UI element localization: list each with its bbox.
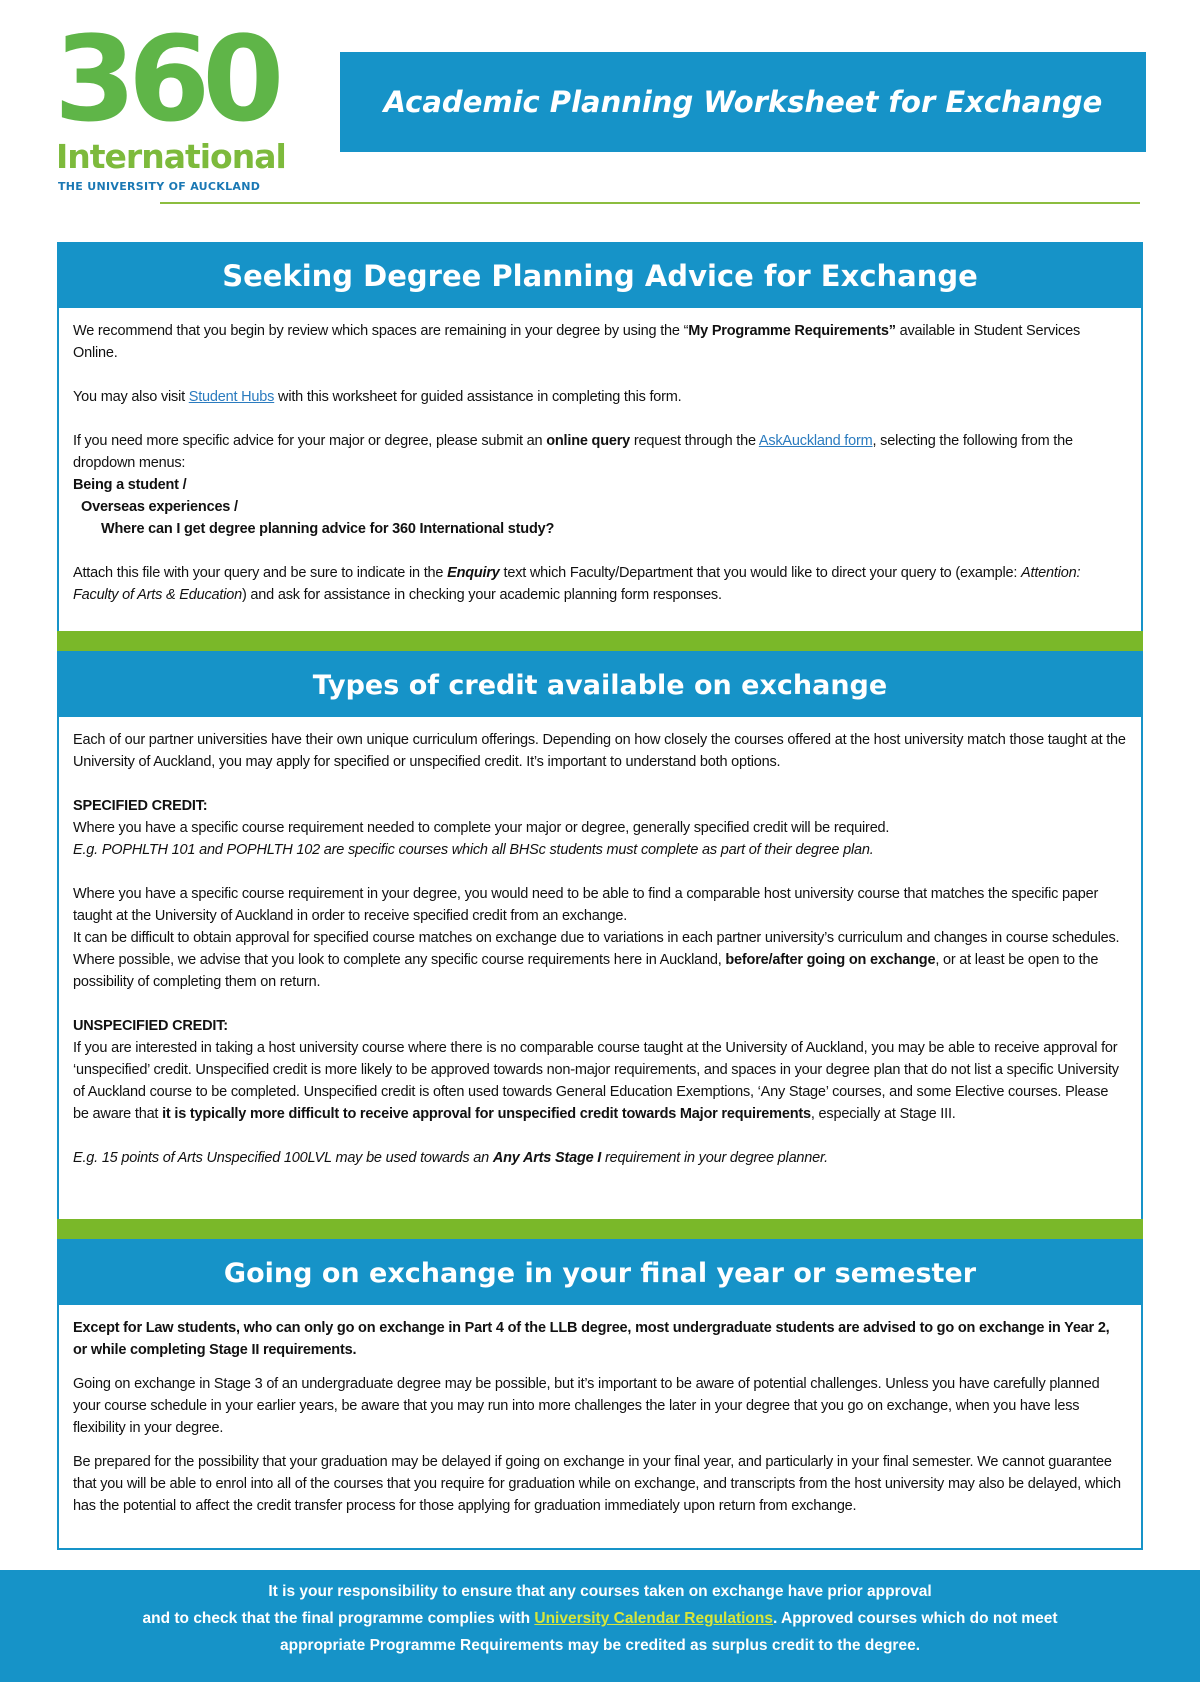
menu-step-1: Being a student / xyxy=(73,477,187,493)
paragraph: Each of our partner universities have their own unique curriculum offerings. Depending on how closely the courses offered at the host university match those taught at the University of Auckland, you may apply for specified or unspecified credit. It’s important to understand both options. xyxy=(73,732,1126,770)
header-divider xyxy=(160,202,1140,204)
paragraph: Where you have a specific course requirement needed to complete your major or degree, generally specified credit will be required. xyxy=(73,820,890,836)
logo-university: THE UNIVERSITY OF AUCKLAND xyxy=(58,180,261,193)
section-body xyxy=(59,1305,1141,1517)
logo-name: International xyxy=(56,137,286,176)
section-final-year xyxy=(57,1239,1143,1550)
paragraph: We recommend that you begin by review which spaces are remaining in your degree by using the “My Programme Requirements” available in Student Services Online. xyxy=(73,323,1081,361)
specified-credit-title: SPECIFIED CREDIT: xyxy=(73,798,208,814)
green-divider xyxy=(57,631,1143,653)
example: E.g. 15 points of Arts Unspecified 100LVL may be used towards an Any Arts Stage I requirement in your degree planner. xyxy=(73,1150,828,1166)
section-body xyxy=(59,308,1141,606)
logo-360-international xyxy=(54,10,286,194)
paragraph: Be prepared for the possibility that your graduation may be delayed if going on exchange in your final year, and particularly in your final semester. We cannot guarantee that you will be able to enrol into all of the courses that you require for graduation while on exchange, and transcripts from the host university may also be delayed, which has the potential to affect the credit transfer process for those applying for graduation immediately upon return from exchange. xyxy=(73,1454,1121,1514)
responsibility-footer xyxy=(0,1570,1200,1682)
calendar-regulations-link[interactable]: University Calendar Regulations xyxy=(534,1610,773,1627)
section-body xyxy=(59,717,1141,1169)
footer-line: and to check that the final programme complies with University Calendar Regulations. Approved courses which do not meet xyxy=(142,1610,1058,1627)
menu-step-2: Overseas experiences / xyxy=(81,499,238,515)
paragraph: Where you have a specific course requirement in your degree, you would need to be able to find a comparable host university course that matches the specific paper taught at the University of Auckland in order to receive specified credit from an exchange. xyxy=(73,886,1099,924)
menu-step-3: Where can I get degree planning advice for 360 International study? xyxy=(101,521,555,537)
paragraph: Attach this file with your query and be sure to indicate in the Enquiry text which Faculty/Department that you would like to direct your query to (example: Attention: Faculty of Arts & Education) and ask for assistance in checking your academic planning form responses. xyxy=(73,565,1081,603)
section-degree-planning xyxy=(57,242,1143,634)
paragraph: Going on exchange in Stage 3 of an undergraduate degree may be possible, but it’s important to be aware of potential challenges. Unless you have carefully planned your course schedule in your earlier years, be aware that you may run into more challenges the later in your degree that you go on exchange, when you have less flexibility in your degree. xyxy=(73,1376,1100,1436)
paragraph: You may also visit Student Hubs with this worksheet for guided assistance in completing this form. xyxy=(73,389,682,405)
footer-line: appropriate Programme Requirements may be credited as surplus credit to the degree. xyxy=(280,1637,920,1654)
student-hubs-link[interactable]: Student Hubs xyxy=(188,389,275,405)
green-divider xyxy=(57,1219,1143,1241)
title-banner xyxy=(340,52,1146,152)
section-heading: Types of credit available on exchange xyxy=(59,653,1141,717)
askauckland-form-link[interactable]: AskAuckland form xyxy=(758,433,873,449)
paragraph: If you are interested in taking a host university course where there is no comparable course taught at the University of Auckland, you may be able to receive approval for ‘unspecified’ credit. Unspecified credit is more likely to be approved towards non-major requirements, and spaces in your degree plan that do not list a specific University of Auckland course to be completed. Unspecified credit is often used towards General Education Exemptions, ‘Any Stage’ courses, and some Elective courses. Please be aware that it is typically more difficult to receive approval for unspecified credit towards Major requirements, especially at Stage III. xyxy=(73,1040,1119,1122)
example: E.g. POPHLTH 101 and POPHLTH 102 are specific courses which all BHSc students must complete as part of their degree plan. xyxy=(73,842,874,858)
paragraph: Except for Law students, who can only go on exchange in Part 4 of the LLB degree, most undergraduate students are advised to go on exchange in Year 2, or while completing Stage II requirements. xyxy=(73,1320,1110,1358)
section-heading: Seeking Degree Planning Advice for Exchange xyxy=(59,244,1141,308)
paragraph: If you need more specific advice for your major or degree, please submit an online query request through the AskAuckland form, selecting the following from the dropdown menus: xyxy=(73,433,1073,471)
unspecified-credit-title: UNSPECIFIED CREDIT: xyxy=(73,1018,228,1034)
section-credit-types xyxy=(57,651,1143,1222)
footer-line: It is your responsibility to ensure that any courses taken on exchange have prior approval xyxy=(268,1583,932,1600)
logo-number: 360 xyxy=(54,10,277,148)
page-title: Academic Planning Worksheet for Exchange xyxy=(383,85,1103,119)
paragraph: It can be difficult to obtain approval for specified course matches on exchange due to variations in each partner university’s curriculum and changes in course schedules. Where possible, we advise that you look to complete any specific course requirements here in Auckland, before/after going on exchange, or at least be open to the possibility of completing them on return. xyxy=(73,930,1120,990)
section-heading: Going on exchange in your final year or semester xyxy=(59,1241,1141,1305)
